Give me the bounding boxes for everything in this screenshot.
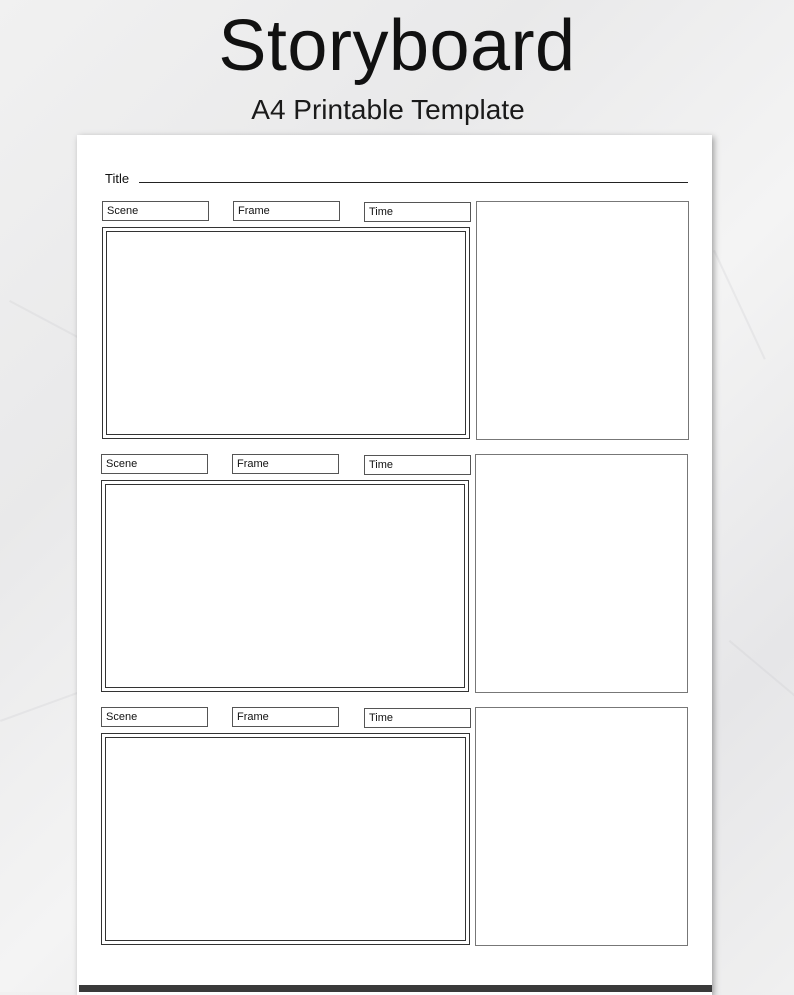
scene-frame[interactable]	[102, 227, 470, 439]
scene-frame-inner-border	[105, 737, 466, 941]
notes-box[interactable]	[475, 454, 688, 693]
frame-field[interactable]: Frame	[233, 201, 340, 221]
sheet-bottom-edge	[79, 985, 712, 992]
marble-vein	[0, 689, 85, 722]
marble-vein	[713, 250, 766, 360]
time-field[interactable]: Time	[364, 202, 471, 222]
storyboard-sheet	[77, 135, 712, 995]
scene-field[interactable]: Scene	[101, 707, 208, 727]
notes-box[interactable]	[476, 201, 689, 440]
scene-field[interactable]: Scene	[102, 201, 209, 221]
scene-field[interactable]: Scene	[101, 454, 208, 474]
title-label: Title	[105, 171, 130, 186]
scene-frame-inner-border	[105, 484, 465, 688]
scene-frame-inner-border	[106, 231, 466, 435]
scene-frame[interactable]	[101, 480, 469, 692]
frame-field[interactable]: Frame	[232, 707, 339, 727]
time-field[interactable]: Time	[364, 455, 471, 475]
scene-frame[interactable]	[101, 733, 470, 945]
title-input-line[interactable]	[139, 182, 688, 183]
time-field[interactable]: Time	[364, 708, 471, 728]
page-subheading: A4 Printable Template	[251, 94, 525, 125]
marble-vein	[729, 640, 794, 699]
notes-box[interactable]	[475, 707, 688, 946]
frame-field[interactable]: Frame	[232, 454, 339, 474]
page-heading: Storyboard	[218, 6, 576, 86]
